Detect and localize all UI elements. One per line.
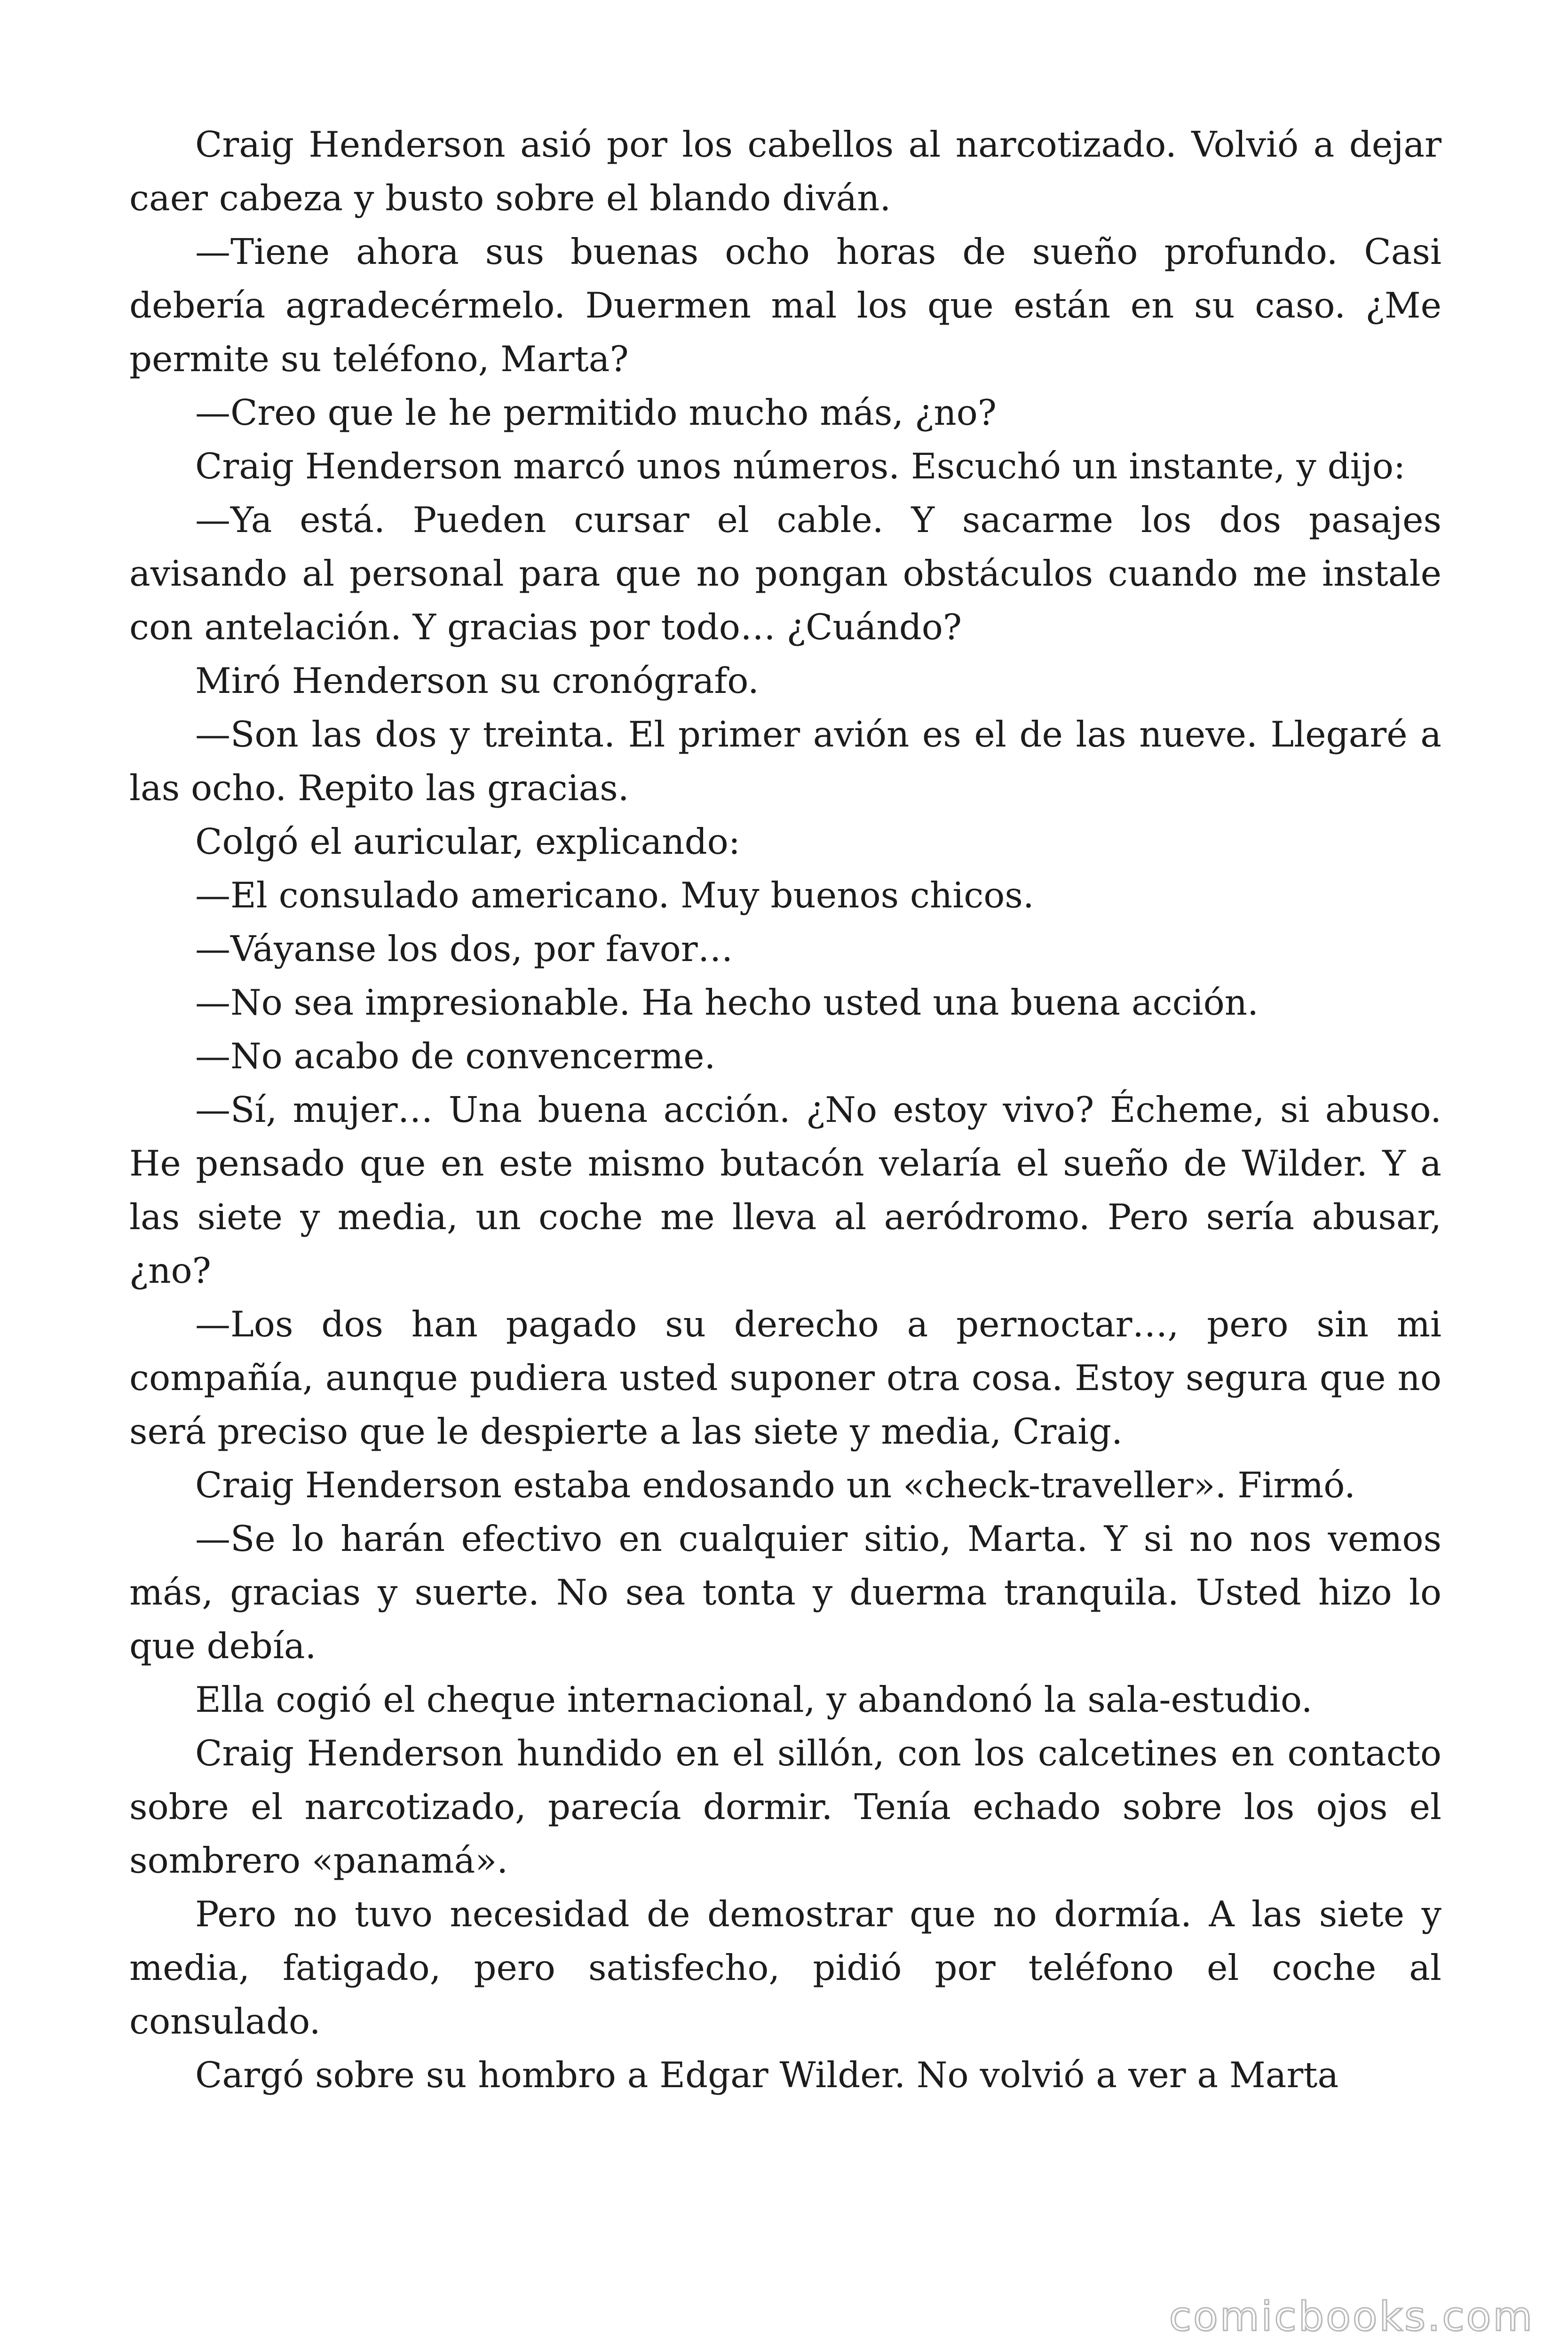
paragraph: —El consulado americano. Muy buenos chicos. [195,874,1034,916]
paragraph: Craig Henderson asió por los cabellos al narcotizado. Volvió a dejar caer cabeza y busto sobre el blando diván. [129,124,1441,219]
book-page-text [129,118,1441,2102]
paragraph: —No acabo de convencerme. [195,1035,716,1077]
paragraph: Craig Henderson marcó unos números. Escuchó un instante, y dijo: [195,445,1406,487]
paragraph: Cargó sobre su hombro a Edgar Wilder. No volvió a ver a Marta [195,2054,1339,2096]
paragraph: Miró Henderson su cronógrafo. [195,660,759,701]
paragraph: —Son las dos y treinta. El primer avión es el de las nueve. Llegaré a las ocho. Repito las gracias. [129,714,1441,809]
paragraph: —Váyanse los dos, por favor… [195,928,733,969]
paragraph: —Tiene ahora sus buenas ocho horas de sueño profundo. Casi debería agradecérmelo. Duermen mal los que están en su caso. ¿Me permite su teléfono, Marta? [129,231,1441,380]
paragraph: Pero no tuvo necesidad de demostrar que no dormía. A las siete y media, fatigado, pero satisfecho, pidió por teléfono el coche al consulado. [129,1893,1441,2042]
watermark: comicbooks.com [1169,2293,1534,2340]
paragraph: —Los dos han pagado su derecho a pernoctar…, pero sin mi compañía, aunque pudiera usted suponer otra cosa. Estoy segura que no será preciso que le despierte a las siete y media, Craig. [129,1303,1441,1452]
paragraph: Craig Henderson estaba endosando un «check-traveller». Firmó. [195,1464,1355,1506]
paragraph: Ella cogió el cheque internacional, y abandonó la sala-estudio. [195,1679,1313,1720]
paragraph: Colgó el auricular, explicando: [195,821,741,862]
paragraph: —No sea impresionable. Ha hecho usted una buena acción. [195,982,1259,1023]
paragraph: —Creo que le he permitido mucho más, ¿no? [195,392,997,433]
paragraph: —Sí, mujer… Una buena acción. ¿No estoy vivo? Écheme, si abuso. He pensado que en este mismo butacón velaría el sueño de Wilder. Y a las siete y media, un coche me lleva al aeródromo. Pero sería abusar, ¿no? [129,1089,1441,1291]
paragraph: Craig Henderson hundido en el sillón, con los calcetines en contacto sobre el narcotizado, parecía dormir. Tenía echado sobre los ojos el sombrero «panamá». [129,1732,1441,1881]
paragraph: —Ya está. Pueden cursar el cable. Y sacarme los dos pasajes avisando al personal para que no pongan obstáculos cuando me instale con antelación. Y gracias por todo… ¿Cuándo? [129,499,1441,648]
paragraph: —Se lo harán efectivo en cualquier sitio, Marta. Y si no nos vemos más, gracias y suerte. No sea tonta y duerma tranquila. Usted hizo lo que debía. [129,1518,1441,1667]
